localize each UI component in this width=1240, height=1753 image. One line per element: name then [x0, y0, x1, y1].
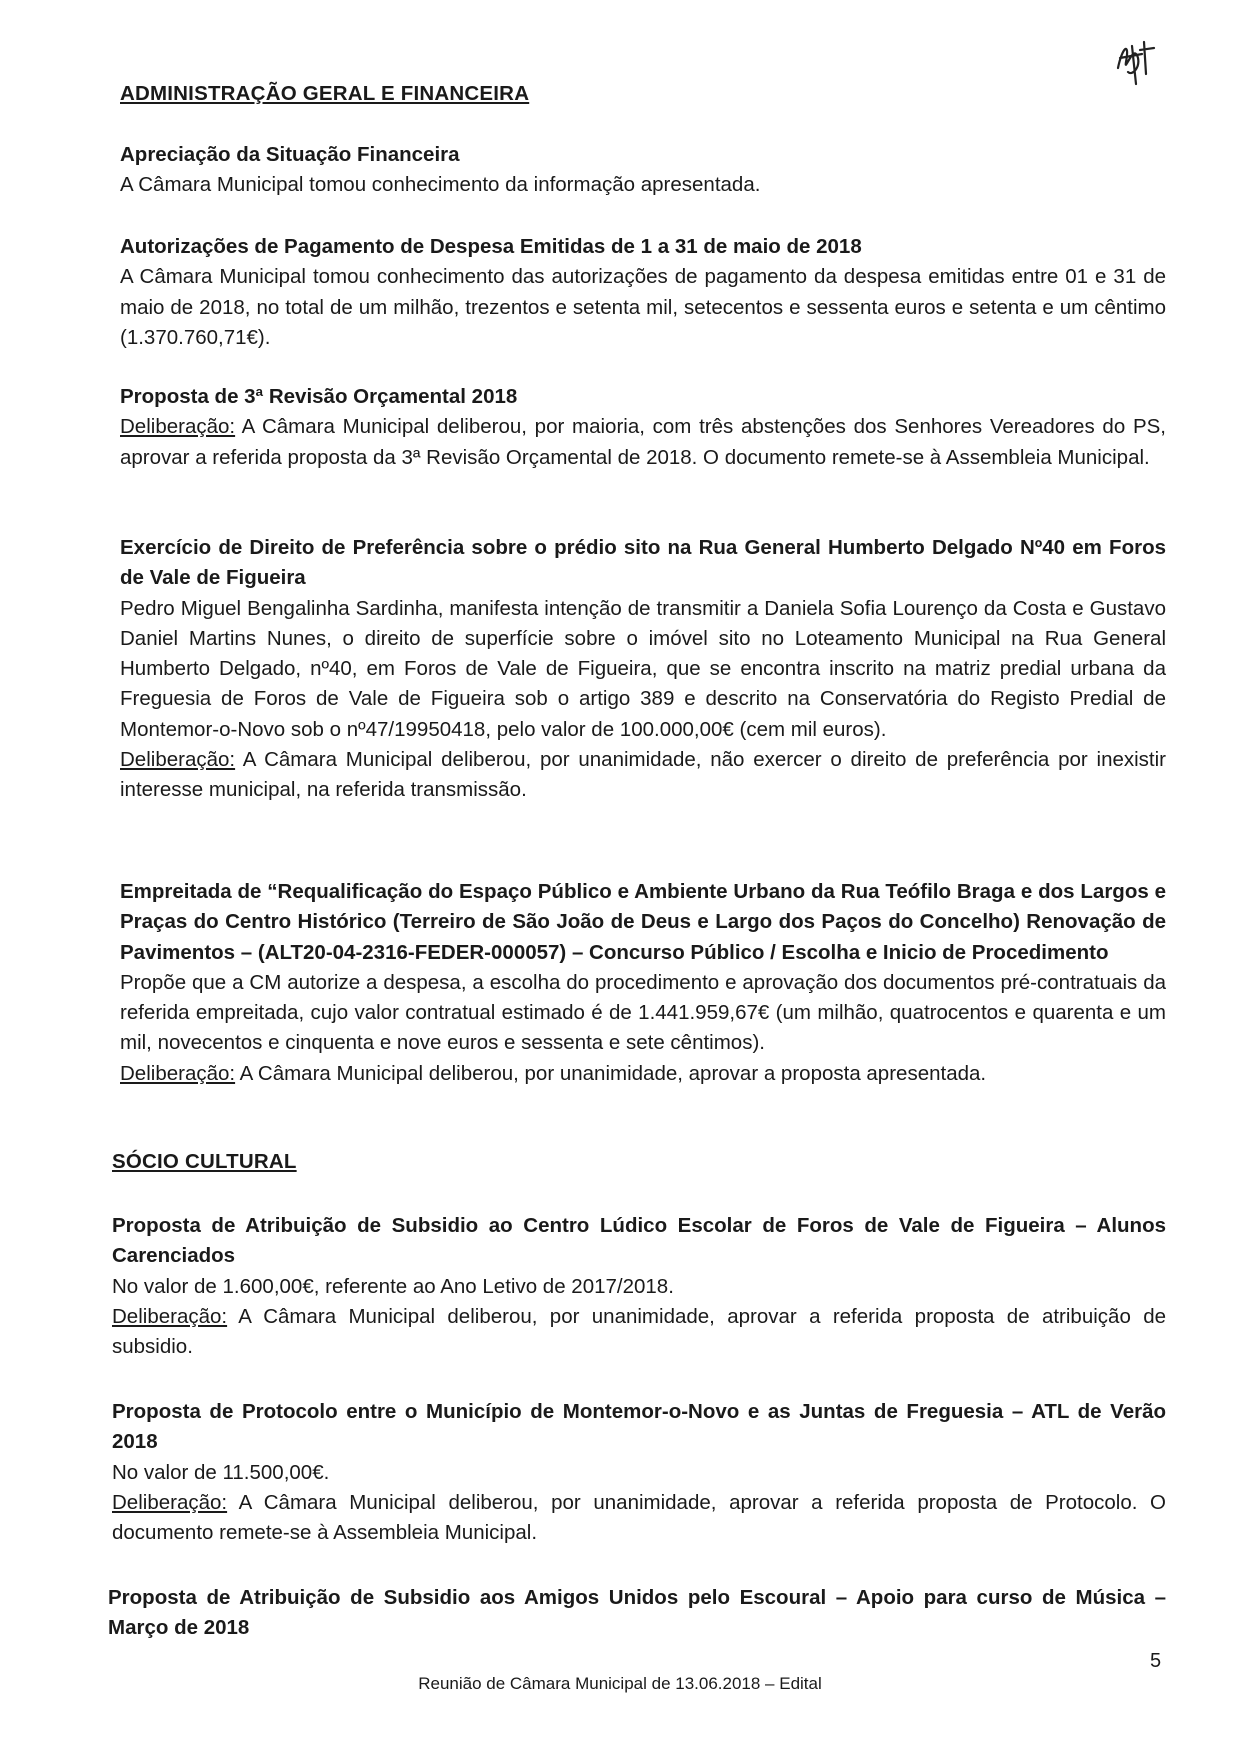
item-body: Pedro Miguel Bengalinha Sardinha, manifesta intenção de transmitir a Daniela Sofia Lourenço da Costa e Gustavo Daniel Martins Nunes, o direito de superfície sobre o imóvel sito no Loteamento Municipal na Rua General Humberto Delgado, nº40, em Foros de Vale de Figueira, que se encontra inscrito na matriz predial urbana da Freguesia de Foros de Vale de Figueira sob o artigo 389 e descrito na Conservatória do Registo Predial de Montemor-o-Novo sob o nº47/19950418, pelo valor de 100.000,00€ (cem mil euros).	[120, 596, 1166, 741]
page-footer: Reunião de Câmara Municipal de 13.06.2018 – Edital	[418, 1674, 822, 1693]
section-title-admin: ADMINISTRAÇÃO GERAL E FINANCEIRA	[120, 82, 530, 105]
item-heading: Proposta de 3ª Revisão Orçamental 2018	[120, 385, 518, 408]
item-situacao-financeira	[120, 140, 1166, 201]
item-deliberation	[112, 1488, 1166, 1549]
deliberation-label: Deliberação:	[112, 1304, 228, 1328]
item-heading: Exercício de Direito de Preferência sobre o prédio sito na Rua General Humberto Delgado Nº40 em Foros de Vale de Figueira	[120, 536, 1166, 590]
item-body: A Câmara Municipal tomou conhecimento da informação apresentada.	[120, 173, 761, 197]
item-subsidio-escoural	[108, 1583, 1166, 1644]
item-body: Propõe que a CM autorize a despesa, a escolha do procedimento e aprovação dos documentos pré-contratuais da referida empreitada, cujo valor contratual estimado é de 1.441.959,67€ (um milhão, quatrocentos e quarenta e um mil, novecentos e cinquenta e nove euros e sessenta e sete cêntimos).	[120, 970, 1166, 1055]
item-empreitada	[120, 877, 1166, 1089]
deliberation-text: A Câmara Municipal deliberou, por unanimidade, aprovar a proposta apresentada.	[235, 1061, 987, 1085]
deliberation-label: Deliberação:	[120, 748, 236, 772]
handwritten-initials-signature	[1110, 28, 1160, 98]
item-deliberation	[120, 745, 1166, 806]
deliberation-label: Deliberação:	[120, 1061, 236, 1085]
deliberation-label: Deliberação:	[120, 415, 236, 439]
item-body: No valor de 11.500,00€.	[112, 1460, 330, 1484]
item-direito-preferencia	[120, 533, 1166, 806]
item-heading: Proposta de Atribuição de Subsidio aos Amigos Unidos pelo Escoural – Apoio para curso de Música – Março de 2018	[108, 1586, 1166, 1640]
section-title-socio-cultural: SÓCIO CULTURAL	[112, 1150, 297, 1173]
item-body: A Câmara Municipal tomou conhecimento das autorizações de pagamento da despesa emitidas entre 01 e 31 de maio de 2018, no total de um milhão, trezentos e setenta mil, setecentos e sessenta euros e setenta e um cêntimo (1.370.760,71€).	[120, 265, 1166, 349]
item-heading: Empreitada de “Requalificação do Espaço Público e Ambiente Urbano da Rua Teófilo Braga e dos Largos e Praças do Centro Histórico (Terreiro de São João de Deus e Largo dos Paços do Concelho) Renovação de Pavimentos – (ALT20-04-2316-FEDER-000057) – Concurso Público / Escolha e Inicio de Procedimento	[120, 880, 1166, 964]
item-deliberation	[120, 412, 1166, 473]
item-body: No valor de 1.600,00€, referente ao Ano Letivo de 2017/2018.	[112, 1274, 674, 1298]
item-heading: Autorizações de Pagamento de Despesa Emitidas de 1 a 31 de maio de 2018	[120, 235, 862, 258]
deliberation-text: A Câmara Municipal deliberou, por unanimidade, aprovar a referida proposta de Protocolo. O documento remete-se à Assembleia Municipal.	[112, 1490, 1166, 1545]
deliberation-text: A Câmara Municipal deliberou, por unanimidade, não exercer o direito de preferência por inexistir interesse municipal, na referida transmissão.	[120, 748, 1166, 802]
deliberation-text: A Câmara Municipal deliberou, por maioria, com três abstenções dos Senhores Vereadores do PS, aprovar a referida proposta da 3ª Revisão Orçamental de 2018. O documento remete-se à Assembleia Municipal.	[120, 415, 1166, 469]
item-subsidio-centro-ludico	[112, 1211, 1166, 1362]
item-protocolo-atl	[112, 1397, 1166, 1548]
item-autorizacoes-pagamento	[120, 232, 1166, 353]
item-heading: Proposta de Protocolo entre o Município de Montemor-o-Novo e as Juntas de Freguesia – ATL de Verão 2018	[112, 1400, 1166, 1454]
item-heading: Proposta de Atribuição de Subsidio ao Centro Lúdico Escolar de Foros de Vale de Figueira – Alunos Carenciados	[112, 1214, 1166, 1268]
item-heading: Apreciação da Situação Financeira	[120, 143, 460, 166]
item-deliberation	[120, 1059, 1166, 1089]
item-revisao-orcamental	[120, 382, 1166, 473]
deliberation-text: A Câmara Municipal deliberou, por unanimidade, aprovar a referida proposta de atribuição de subsidio.	[112, 1304, 1166, 1359]
page-number: 5	[1150, 1650, 1162, 1672]
item-deliberation	[112, 1302, 1166, 1363]
deliberation-label: Deliberação:	[112, 1490, 228, 1514]
